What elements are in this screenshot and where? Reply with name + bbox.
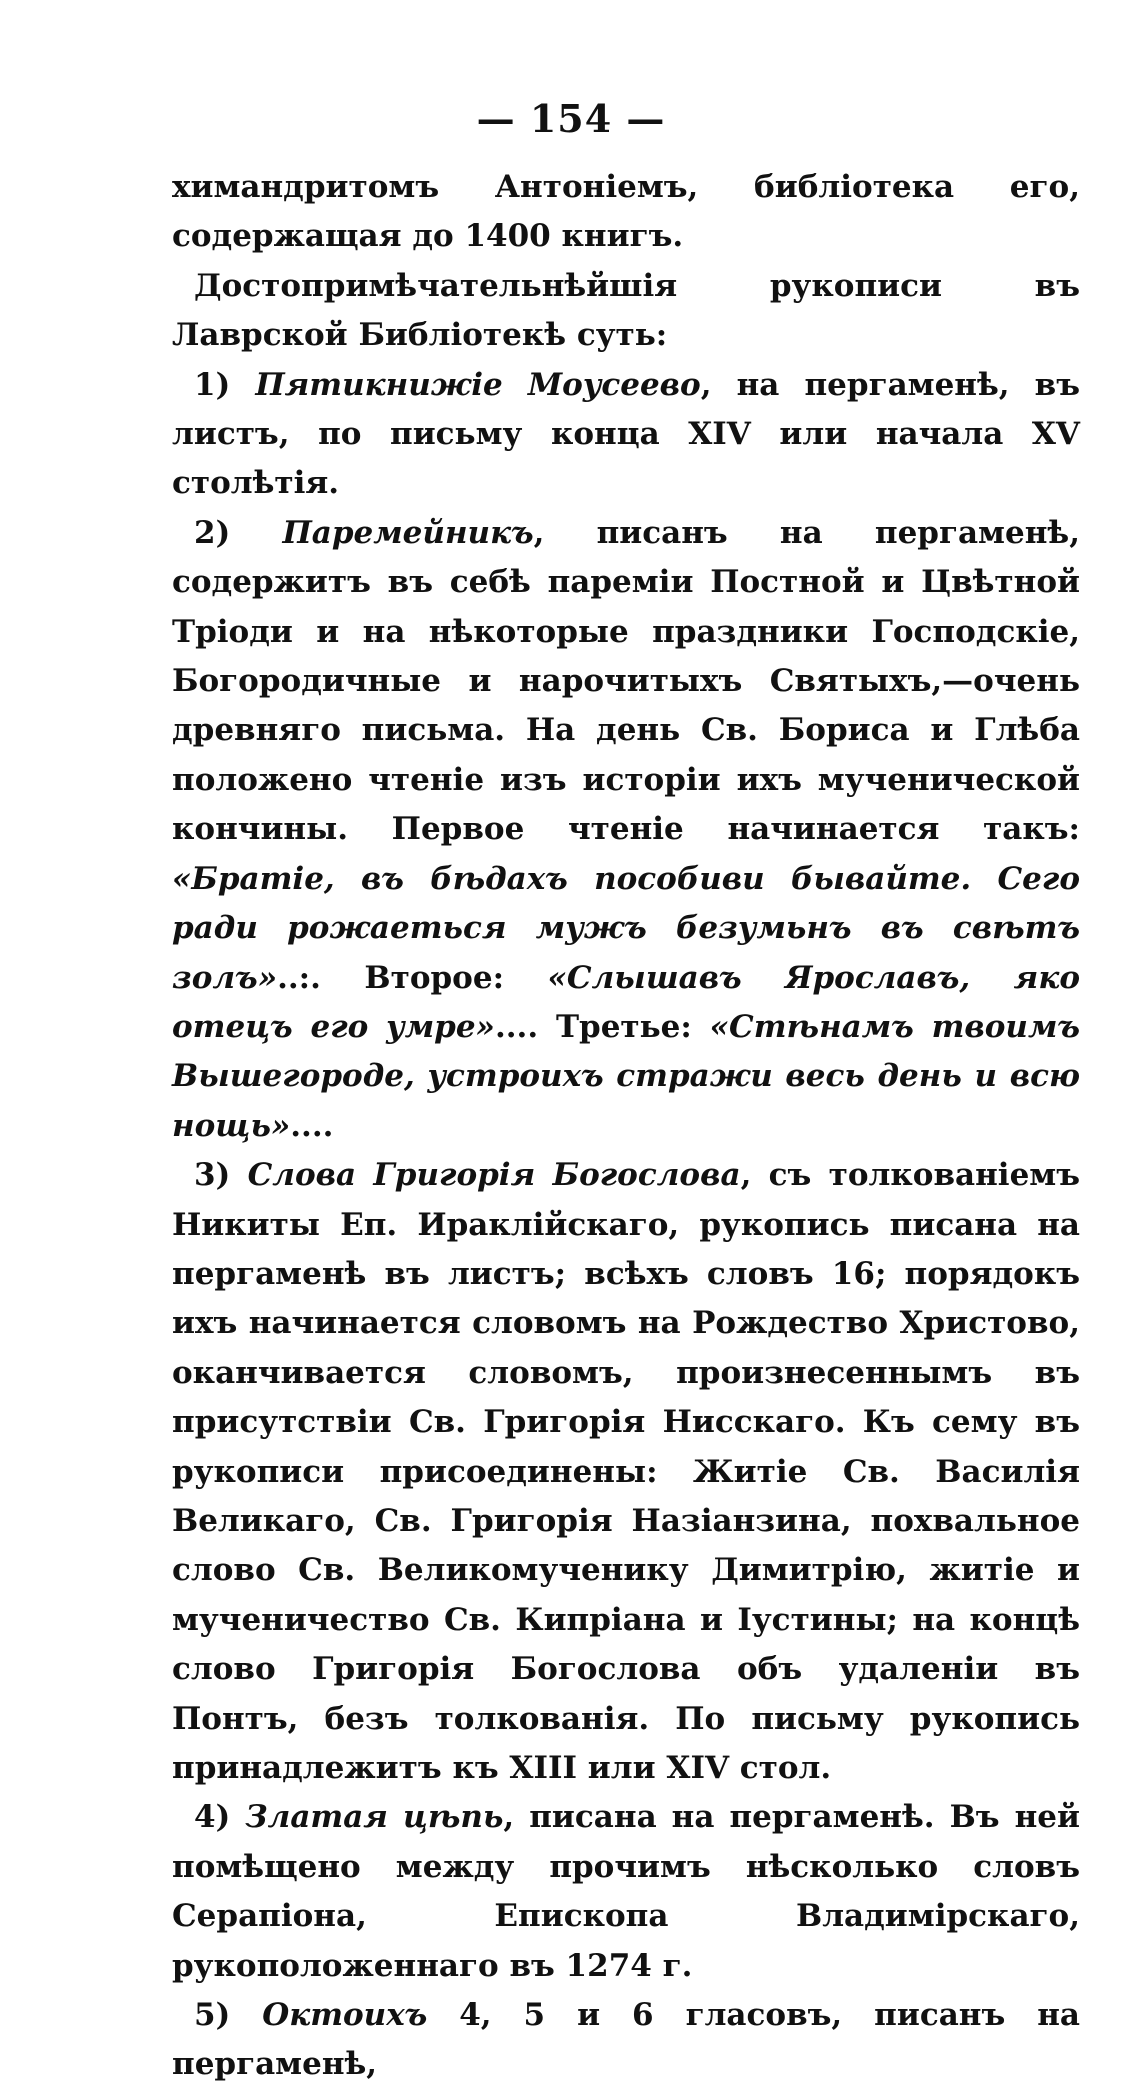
paragraph-item-2 <box>172 509 1080 1151</box>
item-number: 3) <box>194 1157 248 1194</box>
text-segment: Достопримѣчательнѣйшія рукописи въ Лаврской Библіотекѣ суть: <box>172 267 1080 354</box>
text-segment: ..:. Второе: <box>277 959 548 996</box>
text-segment: , на пергаменѣ, въ листъ, по письму конца XIV или начала XV столѣтія. <box>172 366 1081 502</box>
item-number: 5) <box>194 1997 263 2034</box>
item-number: 4) <box>194 1799 246 1836</box>
paragraph-continuation <box>172 163 1080 262</box>
manuscript-title: Слова Григорія Богослова <box>247 1157 741 1194</box>
quotation: «Стѣнамъ твоимъ Вышегороде, устроихъ стражи весь день и всю нощь» <box>172 1008 1080 1144</box>
paragraph-item-3 <box>172 1151 1080 1793</box>
item-number: 2) <box>194 514 283 551</box>
manuscript-title: Октоихъ <box>262 1997 428 2034</box>
text-segment: , писанъ на пергаменѣ, содержитъ въ себѣ пареміи Постной и Цвѣтной Тріоди и на нѣкоторые праздники Господскіе, Богородичные и нарочитыхъ Святыхъ,—очень древняго письма. На день Св. Бориса и Глѣба положено чтеніе изъ исторіи ихъ мученической кончины. Первое чтеніе начинается такъ: <box>172 514 1080 848</box>
manuscript-title: Пятикнижіе Моусеево <box>255 366 701 403</box>
item-number: 1) <box>194 366 256 403</box>
paragraph-item-1 <box>172 361 1080 509</box>
text-segment: 4, 5 и 6 гласовъ, писанъ на пергаменѣ, <box>172 1997 1081 2083</box>
manuscript-title: Паремейникъ <box>282 514 534 551</box>
quotation: «Слышавъ Ярославъ, яко отецъ его умре» <box>172 959 1081 1045</box>
text-segment: .... Третье: <box>494 1008 710 1045</box>
paragraph-intro <box>172 262 1080 361</box>
paragraph-item-4 <box>172 1793 1080 1991</box>
page-number: — 154 — <box>476 96 666 141</box>
text-segment: .... <box>290 1107 334 1144</box>
paragraph-item-5 <box>172 1991 1080 2090</box>
text-segment: , писана на пергаменѣ. Въ ней помѣщено между прочимъ нѣсколько словъ Серапіона, Епископа Владимірскаго, рукоположеннаго въ 1274 г. <box>172 1799 1081 1984</box>
quotation: «Братіе, въ бѣдахъ пособиви бывайте. Сего ради рожаеться мужъ безумьнъ въ свѣтъ золъ» <box>172 860 1080 996</box>
text-segment: , съ толкованіемъ Никиты Еп. Ираклійскаго, рукопись писана на пергаменѣ въ листъ; всѣхъ словъ 16; порядокъ ихъ начинается словомъ на Рождество Христово, оканчивается словомъ, произнесеннымъ въ присутствіи Св. Григорія Нисскаго. Къ сему въ рукописи присоединены: Житіе Св. Василія Великаго, Св. Григорія Назіанзина, похвальное слово Св. Великомученику Димитрію, житіе и мученичество Св. Кипріана и Іустины; на концѣ слово Григорія Богослова объ удаленіи въ Понтъ, безъ толкованія. По письму рукопись принадлежитъ къ XIII или XIV стол. <box>172 1157 1081 1786</box>
body-text <box>172 163 1080 2090</box>
manuscript-title: Златая цѣпь <box>245 1799 504 1836</box>
text-segment: химандритомъ Антоніемъ, библіотека его, содержащая до 1400 книгъ. <box>172 169 1080 255</box>
